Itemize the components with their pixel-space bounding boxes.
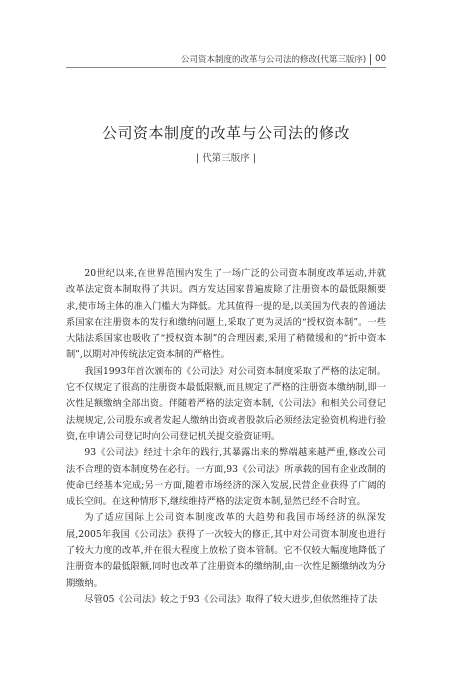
- page-number: 00: [375, 54, 386, 64]
- chapter-subtitle: | 代第三版序 |: [196, 153, 256, 164]
- paragraph: 20世纪以来,在世界范围内发生了一场广泛的公司资本制度改革运动,并就改革法定资本制取得了共识。西方发达国家普遍废除了注册资本的最低限额要求,使市场主体的准入门槛大为降低。尤其值得一提的是,以美国为代表的普通法系国家在注册资本的发行和缴纳问题上,采取了更为灵活的“授权资本制”。一些大陆法系国家也吸收了“授权资本制”的合理因素,采用了稍微缓和的“折中资本制”,以期对冲传统法定资本制的严格性。: [66, 268, 386, 361]
- paragraph: 为了适应国际上公司资本制度改革的大趋势和我国市场经济的纵深发展,2005年我国《公司法》获得了一次较大的修正,其中对公司资本制度也进行了较大力度的改革,并在很大程度上放松了资本管制。它不仅较大幅度地降低了注册资本的最低限额,同时也改革了注册资本的缴纳制,由一次性足额缴纳改为分期缴纳。: [66, 512, 386, 589]
- running-header: [181, 53, 386, 65]
- header-separator: [370, 54, 371, 65]
- body-text: [66, 266, 386, 608]
- paragraph: 93《公司法》经过十余年的践行,其暴露出来的弊端越来越严重,修改公司法不合理的资本制度势在必行。一方面,93《公司法》所承载的国有企业改制的使命已经基本完成;另一方面,随着市场经济的深入发展,民营企业获得了广阔的成长空间。在这种情形下,继续维持严格的法定资本制,显然已经不合时宜。: [66, 447, 386, 508]
- paragraph: 尽管05《公司法》较之于93《公司法》取得了较大进步,但依然维持了法: [84, 593, 378, 605]
- chapter-title: 公司资本制度的改革与公司法的修改: [101, 124, 350, 142]
- paragraph: 我国1993年首次颁布的《公司法》对公司资本制度采取了严格的法定制。它不仅规定了很高的注册资本最低限额,而且规定了严格的注册资本缴纳制,即一次性足额缴纳全部出资。伴随着严格的法定资本制,《公司法》和相关公司登记法规规定,公司股东或者发起人缴纳出资或者股款后必须经法定验资机构进行验资,在申请公司登记时向公司登记机关提交验资证明。: [66, 365, 386, 442]
- header-rule: [66, 67, 386, 68]
- running-title: 公司资本制度的改革与公司法的修改(代第三版序): [181, 55, 367, 65]
